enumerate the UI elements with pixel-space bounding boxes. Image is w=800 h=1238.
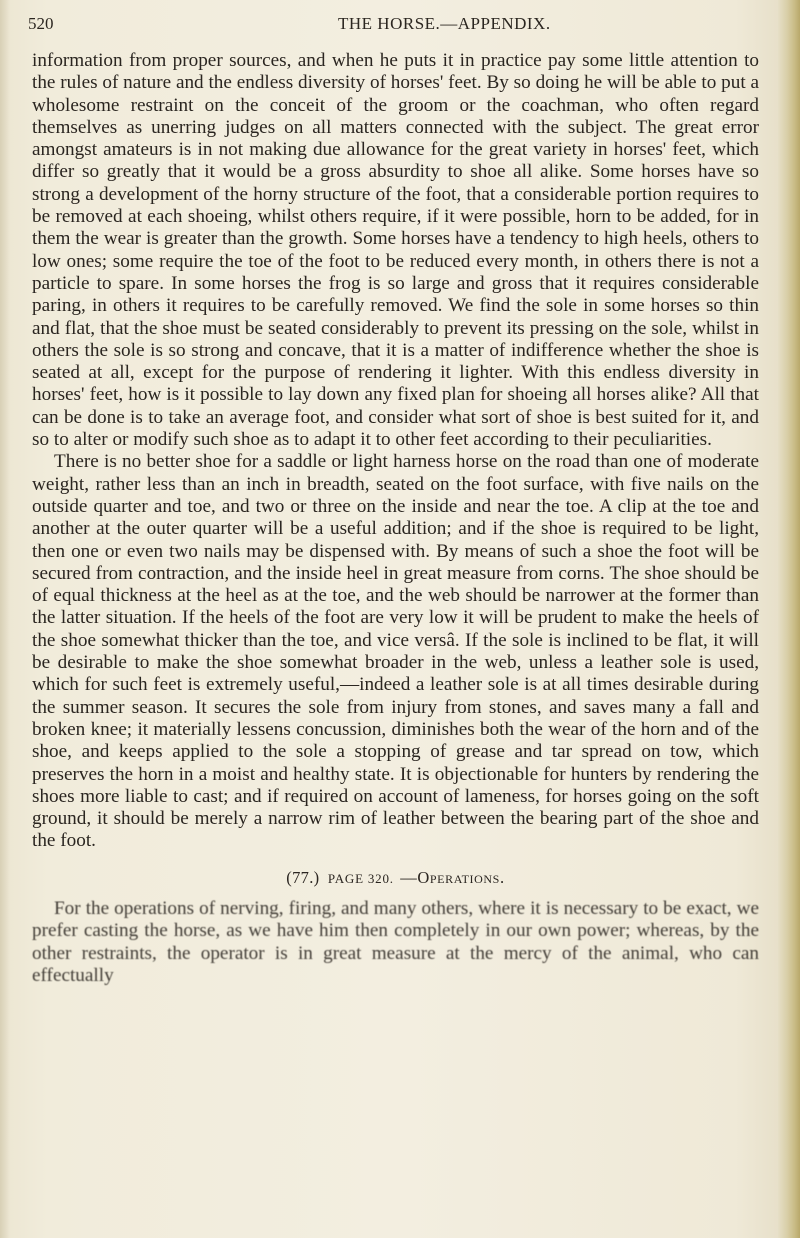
running-head: THE HORSE.—APPENDIX.: [338, 14, 551, 33]
section-number: (77.): [286, 867, 320, 887]
paragraph-continued: information from proper sources, and when he puts it in practice pay some little attention to the rules of nature and the endless diversity of horses' feet. By so doing he will be able to put a wholesome restraint on the conceit of the groom or the coachman, who often regard themselves as unerring judges on all matters connected with the subject. The great error amongst amateurs is in not making due allowance for the great variety in horses' feet, which differ so greatly that it would be a gross absurdity to shoe all alike. Some horses have so strong a development of the horny structure of the foot, that a considerable portion requires to be removed at each shoeing, whilst others require, if it were possible, horn to be added, for in them the wear is greater than the growth. Some horses have a tendency to high heels, others to low ones; some require the toe of the foot to be reduced every month, in others there is not a particle to spare. In some horses the frog is so large and gross that it requires considerable paring, in others it requires to be carefully removed. We find the sole in some horses so thin and flat, that the shoe must be seated considerably to prevent its pressing on the sole, whilst in others the sole is so strong and concave, that it is a matter of indifference whether the shoe is seated at all, except for the purpose of rendering it lighter. With this endless diversity in horses' feet, how is it possible to lay down any fixed plan for shoeing all horses alike? All that can be done is to take an average foot, and consider what sort of shoe is best suited for it, and so to alter or modify such shoe as to adapt it to other feet according to their peculiarities.: [32, 50, 759, 451]
page-header: [28, 10, 768, 40]
body-text: [32, 50, 759, 987]
page-gutter-shadow: [0, 0, 10, 1238]
paragraph-shoe-description: There is no better shoe for a saddle or light harness horse on the road than one of moderate weight, rather less than an inch in breadth, seated on the foot surface, with five nails on the outside quarter and toe, and two or three on the inside and near the toe. A clip at the toe and another at the outer quarter will be a useful addition; and if the shoe is required to be light, then one or even two nails may be dispensed with. By means of such a shoe the foot will be secured from contraction, and the inside heel in great measure from corns. The shoe should be of equal thickness at the heel as at the toe, and the web should be narrower at the former than the latter situation. If the heels of the foot are very low it will be prudent to make the heels of the shoe somewhat thicker than the toe, and vice versâ. If the sole is inclined to be flat, it will be desirable to make the shoe somewhat broader in the web, unless a leather sole is used, which for such feet is extremely useful,—indeed a leather sole is at all times desirable during the summer season. It secures the sole from injury from stones, and saves many a fall and broken knee; it materially lessens concussion, diminishes both the wear of the horn and of the shoe, and keeps applied to the sole a stopping of grease and tar spread on tow, which preserves the horn in a moist and healthy state. It is objectionable for hunters by rendering the shoes more liable to cast; and if required on account of lameness, for horses going on the soft ground, it should be merely a narrow rim of leather between the bearing part of the shoe and the foot.: [32, 451, 759, 852]
section-heading: [32, 867, 759, 890]
paragraph-operations: For the operations of nerving, firing, and many others, where it is necessary to be exact, we prefer casting the horse, as we have him then completely in our own power; whereas, by the other restraints, the operator is in great measure at the mercy of the animal, who can effectually: [32, 897, 759, 986]
section-page-reference: PAGE 320.: [327, 870, 394, 886]
page-binding-edge: [778, 0, 800, 1238]
section-title: —Operations.: [400, 867, 505, 887]
page-number: 520: [28, 14, 54, 33]
